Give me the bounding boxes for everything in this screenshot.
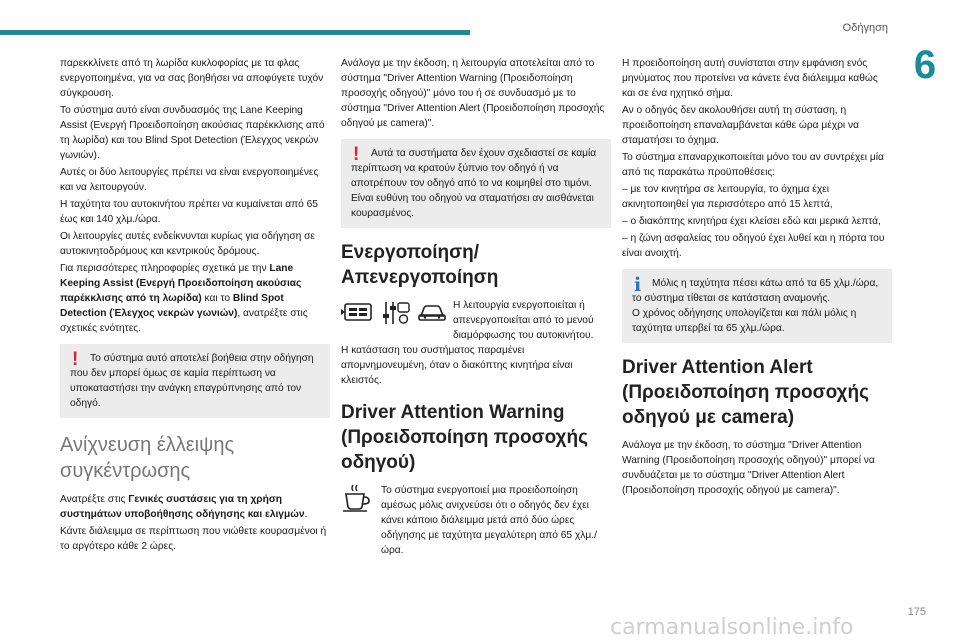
paragraph: Αυτές οι δύο λειτουργίες πρέπει να είναι ενεργοποιημένες και να λειτουργούν.	[60, 167, 319, 193]
paragraph: Ανάλογα με την έκδοση, το σύστημα "Driver Attention Warning (Προειδοποίηση προσοχής οδηγού)" μπορεί να συνδυάζεται με το σύστημα "Driver Attention Alert (Προειδοποίηση προσοχής οδηγού με camera)".	[622, 440, 875, 496]
paragraph: Η ταχύτητα του αυτοκινήτου πρέπει να κυμαίνεται από 65 έως και 140 χλμ./ώρα.	[60, 199, 318, 225]
icon-paragraph	[341, 298, 611, 343]
column-1	[60, 56, 330, 556]
header-accent-bar	[0, 30, 470, 35]
info-icon: i	[634, 274, 642, 296]
paragraph: Κάντε διάλειμμα σε περίπτωση που νιώθετε κουρασμένοι ή το αργότερο κάθε 2 ώρες.	[60, 526, 327, 552]
paragraph: Ανατρέξτε στις Γενικές συστάσεις για τη χρήση συστημάτων υποβοήθησης οδήγησης και ελιγμών.	[60, 494, 308, 520]
watermark: carmanualsonline.info	[610, 615, 854, 640]
warning-icon: !	[72, 349, 79, 370]
paragraph: Το σύστημα ενεργοποιεί μια προειδοποίηση αμέσως μόλις ανιχνεύσει ότι ο οδηγός δεν έχει κάνει κάποιο διάλειμμα μετά από δύο ώρες οδήγησης με ταχύτητα μεγαλύτερη από 65 χλμ./ώρα.	[381, 485, 597, 556]
warning-text: Είναι ευθύνη του οδηγού να σταματήσει αν αισθάνεται κουρασμένος.	[351, 193, 594, 219]
coffee-cup-icon	[341, 483, 373, 513]
paragraph: Αν ο οδηγός δεν ακολουθήσει αυτή τη σύσταση, η προειδοποίηση επαναλαμβάνεται κάθε ώρα μέχρι να σταματήσει το όχημα.	[622, 105, 859, 146]
car-icon	[417, 302, 447, 324]
paragraph: Το σύστημα αυτό είναι συνδυασμός της Lane Keeping Assist (Ενεργή Προειδοποίηση ακούσιας παρέκκλισης από τη λωρίδα) και του Blind Spot Detection (Έλεγχος νεκρών γωνιών).	[60, 105, 325, 161]
column-2	[341, 56, 611, 558]
warning-box	[60, 344, 330, 418]
config-icons	[341, 300, 447, 326]
paragraph: Η προειδοποίηση αυτή συνίσταται στην εμφάνιση ενός μηνύματος που προτείνει να κάνετε ένα διάλειμμα καθώς και σε ένα ηχητικό σήμα.	[622, 58, 878, 99]
settings-sliders-icon	[381, 300, 411, 326]
paragraph: Η κατάσταση του συστήματος παραμένει απομνημονευμένη, όταν ο διακόπτης κινητήρα είναι κλειστός.	[341, 345, 573, 386]
info-text: Ο χρόνος οδήγησης υπολογίζεται και πάλι μόλις η ταχύτητα υπερβεί τα 65 χλμ./ώρα.	[632, 308, 857, 334]
paragraph: Η λειτουργία ενεργοποιείται ή απενεργοποιείται από το μενού διαμόρφωσης του αυτοκινήτου.	[453, 300, 594, 341]
section-heading: Ενεργοποίηση/ Απενεργοποίηση	[341, 242, 499, 288]
paragraph: Για περισσότερες πληροφορίες σχετικά με την Lane Keeping Assist (Ενεργή Προειδοποίηση ακούσιας παρέκκλισης από τη λωρίδα) και το Blind Spot Detection (Έλεγχος νεκρών γωνιών), ανατρέξτε στις σχετικές ενότητες.	[60, 263, 308, 334]
warning-text: Αυτά τα συστήματα δεν έχουν σχεδιαστεί σε καμία περίπτωση να κρατούν ξύπνιο τον οδηγό ή να αποτρέπουν τον οδηγό από το να κοιμηθεί στο τιμόνι.	[351, 148, 597, 189]
section-heading: Driver Attention Alert (Προειδοποίηση προσοχής οδηγού με camera)	[622, 357, 869, 428]
section-heading: Ανίχνευση έλλειψης συγκέντρωσης	[60, 434, 235, 482]
column-3	[622, 56, 892, 500]
list-item: – η ζώνη ασφαλείας του οδηγού έχει λυθεί και η πόρτα του είναι ανοιχτή.	[622, 233, 885, 259]
info-box	[622, 269, 892, 343]
page-number: 175	[907, 606, 926, 618]
list-item: – με τον κινητήρα σε λειτουργία, το όχημα έχει ακινητοποιηθεί για περισσότερο από 15 λεπτά,	[622, 184, 833, 210]
paragraph: Οι λειτουργίες αυτές ενδείκνυνται κυρίως για οδήγηση σε αυτοκινητοδρόμους και κεντρικούς δρόμους.	[60, 231, 315, 257]
info-text: Μόλις η ταχύτητα πέσει κάτω από τα 65 χλμ./ώρα, το σύστημα τίθεται σε κατάσταση αναμονής.	[632, 278, 879, 304]
paragraph: παρεκκλίνετε από τη λωρίδα κυκλοφορίας με τα φλας ενεργοποιημένα, για να σας βοηθήσει να αποφύγετε τυχόν σύγκρουση.	[60, 58, 324, 99]
paragraph: Το σύστημα επαναρχικοποιείται μόνο του αν συντρέχει μία από τις παρακάτω προϋποθέσεις:	[622, 152, 884, 178]
warning-box	[341, 139, 611, 228]
paragraph: Ανάλογα με την έκδοση, η λειτουργία αποτελείται από το σύστημα "Driver Attention Warning (Προειδοποίηση προσοχής οδηγού)" μόνο του ή σε συνδυασμό με το σύστημα "Driver Attention Alert (Προειδοποίηση προσοχής οδηγού με camera)".	[341, 58, 605, 129]
icon-paragraph	[341, 483, 611, 558]
page-header-title: Οδήγηση	[842, 22, 888, 34]
section-heading: Driver Attention Warning (Προειδοποίηση προσοχής οδηγού)	[341, 402, 588, 473]
touchscreen-menu-icon	[341, 301, 375, 325]
chapter-number: 6	[913, 43, 937, 87]
list-item: – ο διακόπτης κινητήρα έχει κλείσει εδώ και μερικά λεπτά,	[622, 216, 881, 227]
warning-icon: !	[353, 144, 360, 165]
warning-text: Το σύστημα αυτό αποτελεί βοήθεια στην οδήγηση που δεν μπορεί όμως σε καμία περίπτωση να υποκαταστήσει την ανάγκη επαγρύπνησης από τον οδηγό.	[70, 353, 314, 409]
